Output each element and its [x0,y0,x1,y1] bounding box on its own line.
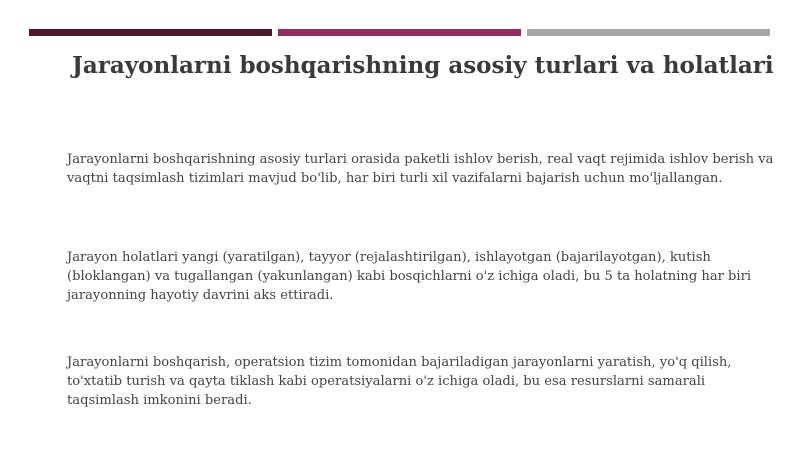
paragraph-process-management: Jarayonlarni boshqarish, operatsion tizim tomonidan bajariladigan jarayonlarni yaratish, yo'q qilish, to'xtatib turish va qayta tiklash kabi operatsiyalarni o'z ichiga oladi, bu esa resurslarni samarali taqsimlash imkonini beradi. [67,355,732,408]
paragraph-process-types: Jarayonlarni boshqarishning asosiy turlari orasida paketli ishlov berish, real vaqt rejimida ishlov berish va vaqtni taqsimlash tizimlari mavjud bo'lib, har biri turli xil vazifalarni bajarish uchun mo'ljallangan. [67,152,774,186]
slide-title: Jarayonlarni boshqarishning asosiy turlari va holatlari [72,52,774,79]
paragraph-process-states: Jarayon holatlari yangi (yaratilgan), tayyor (rejalashtirilgan), ishlayotgan (bajarilayotgan), kutish (bloklangan) va tugallangan (yakunlangan) kabi bosqichlarni o'z ichiga oladi, bu 5 ta holatning har biri jarayonning hayotiy davrini aks ettiradi. [67,250,752,303]
accent-bar-magenta [278,29,521,36]
accent-bar-gray [527,29,770,36]
accent-bar-dark [29,29,272,36]
